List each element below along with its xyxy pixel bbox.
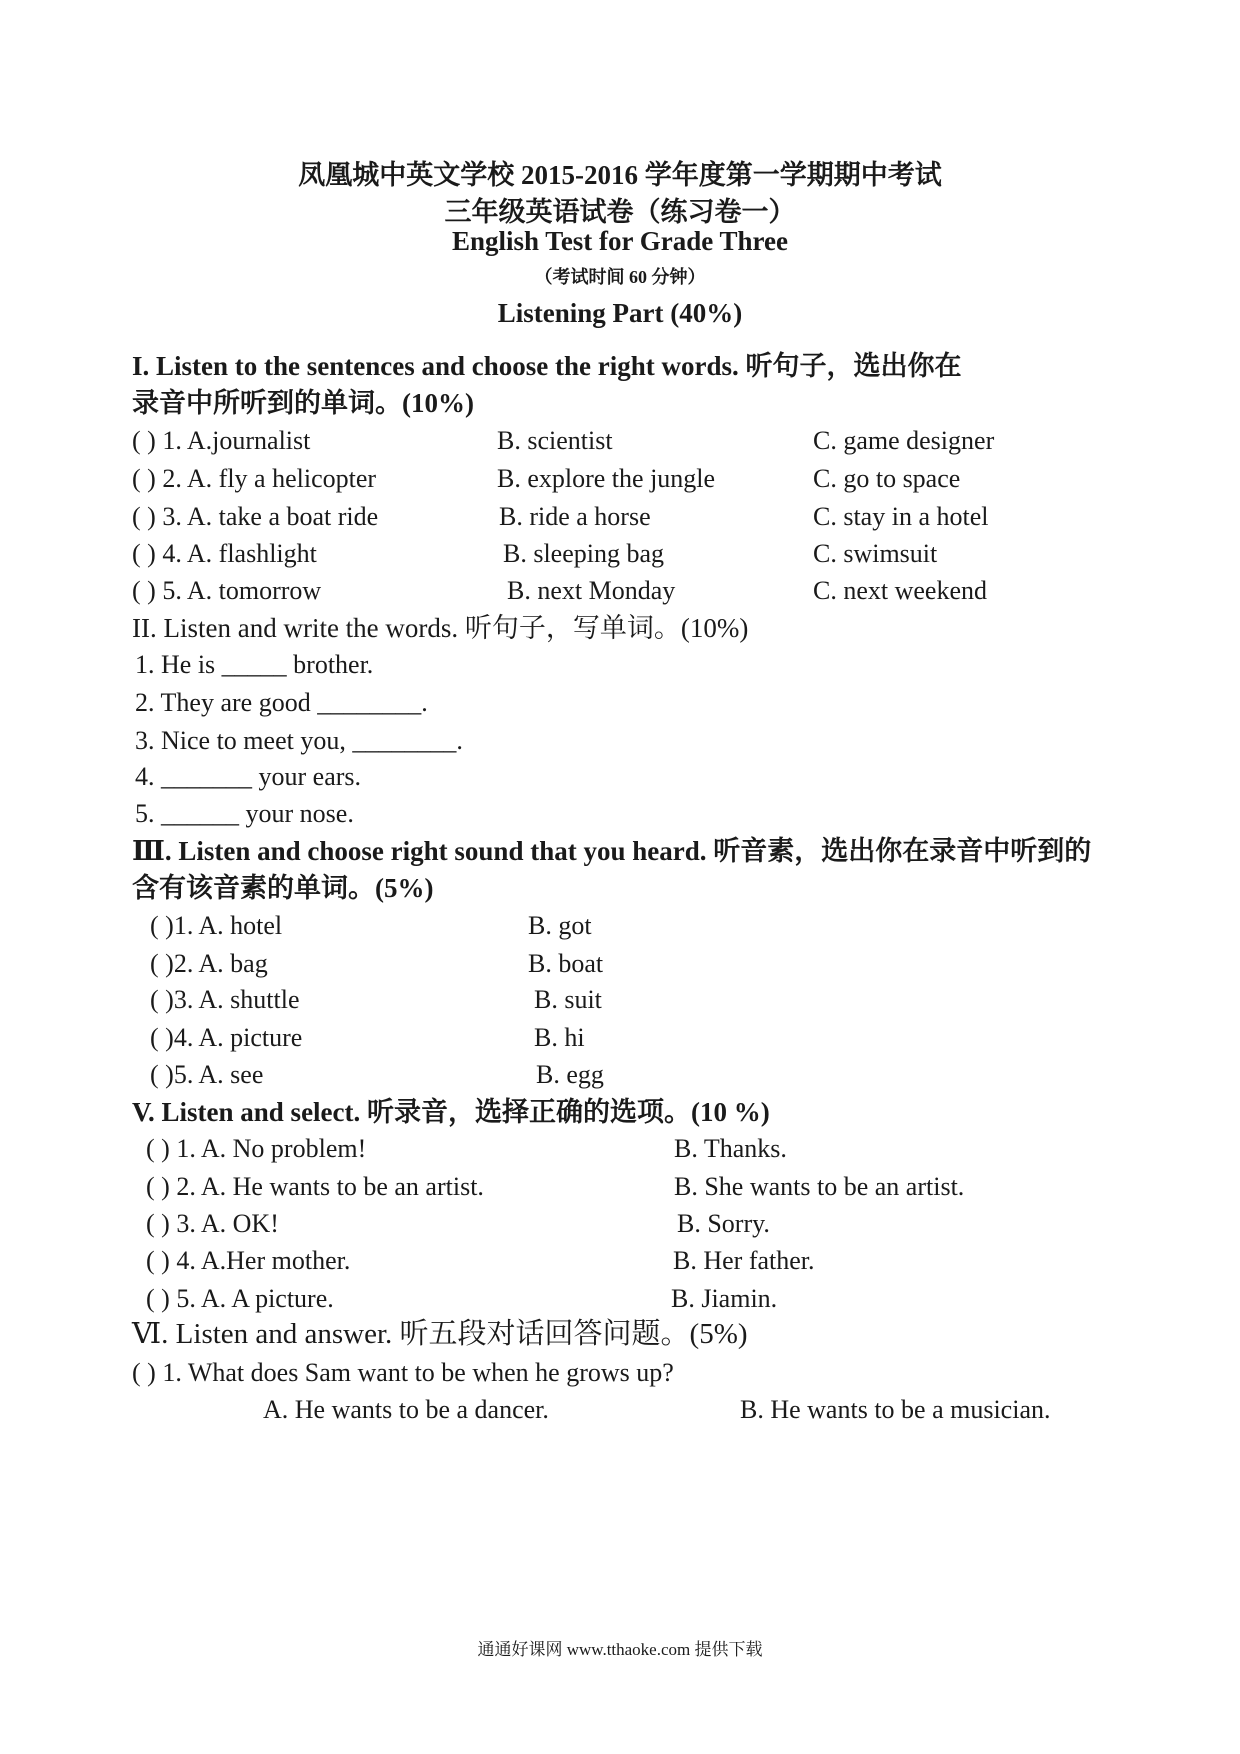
- question-stem: ( ) 5. A. tomorrow: [132, 576, 322, 605]
- option-b: B. Jiamin.: [671, 1284, 778, 1313]
- question-stem: ( ) 3. A. take a boat ride: [132, 502, 379, 531]
- option-b: B. boat: [528, 949, 604, 978]
- question-stem: ( ) 3. A. OK!: [146, 1209, 279, 1238]
- time-note: （考试时间 60 分钟）: [534, 267, 706, 287]
- section1-title-line1: I. Listen to the sentences and choose the right words. 听句子，选出你在: [132, 351, 962, 381]
- question-stem: ( )5. A. see: [150, 1060, 264, 1089]
- fill-in-item: 1. He is _____ brother.: [135, 650, 374, 679]
- option-b: B. Sorry.: [677, 1209, 770, 1238]
- option-b: B. Her father.: [673, 1246, 815, 1275]
- fill-in-item: 5. ______ your nose.: [135, 799, 354, 828]
- section2-title: II. Listen and write the words. 听句子，写单词。(10%): [132, 613, 749, 643]
- section3-title-line2: 含有该音素的单词。(5%): [132, 873, 434, 903]
- option-b: B. next Monday: [507, 576, 676, 605]
- question-stem: ( )1. A. hotel: [150, 911, 283, 940]
- option-b: B. He wants to be a musician.: [740, 1395, 1051, 1424]
- section6-title: Ⅵ. Listen and answer. 听五段对话回答问题。(5%): [132, 1318, 748, 1350]
- school-line: 凤凰城中英文学校 2015-2016 学年度第一学期期中考试: [298, 160, 942, 190]
- question-stem: ( ) 2. A. fly a helicopter: [132, 464, 377, 493]
- question-stem: ( )3. A. shuttle: [150, 985, 300, 1014]
- section3-title-line1: Ⅲ. Listen and choose right sound that you heard. 听音素，选出你在录音中听到的: [132, 836, 1092, 866]
- question-stem: ( )2. A. bag: [150, 949, 268, 978]
- fill-in-item: 3. Nice to meet you, ________.: [135, 726, 463, 755]
- section5-title: V. Listen and select. 听录音，选择正确的选项。(10 %): [132, 1097, 770, 1127]
- footer-credit: 通通好课网 www.tthaoke.com 提供下载: [477, 1640, 763, 1659]
- option-c: C. next weekend: [813, 576, 988, 605]
- question-stem: ( ) 4. A. flashlight: [132, 539, 317, 568]
- question-stem: ( )4. A. picture: [150, 1023, 303, 1052]
- option-b: B. explore the jungle: [497, 464, 716, 493]
- option-b: B. scientist: [497, 426, 613, 455]
- option-b: B. sleeping bag: [503, 539, 665, 568]
- option-c: C. swimsuit: [813, 539, 938, 568]
- option-b: B. Thanks.: [674, 1134, 787, 1163]
- paper-line: 三年级英语试卷（练习卷一）: [444, 197, 796, 227]
- section6-question: ( ) 1. What does Sam want to be when he grows up?: [132, 1358, 674, 1387]
- option-b: B. hi: [534, 1023, 585, 1052]
- option-b: B. suit: [534, 985, 602, 1014]
- fill-in-item: 4. _______ your ears.: [135, 762, 362, 791]
- option-b: B. egg: [536, 1060, 604, 1089]
- question-stem: ( ) 5. A. A picture.: [146, 1284, 334, 1313]
- question-stem: ( ) 1. A.journalist: [132, 426, 311, 455]
- part-title: Listening Part (40%): [497, 298, 743, 328]
- option-b: B. She wants to be an artist.: [674, 1172, 965, 1201]
- question-stem: ( ) 4. A.Her mother.: [146, 1246, 351, 1275]
- option-c: C. go to space: [813, 464, 961, 493]
- fill-in-item: 2. They are good ________.: [135, 688, 428, 717]
- option-b: B. ride a horse: [499, 502, 651, 531]
- option-c: C. game designer: [813, 426, 995, 455]
- question-stem: ( ) 2. A. He wants to be an artist.: [146, 1172, 484, 1201]
- option-c: C. stay in a hotel: [813, 502, 989, 531]
- section1-title-line2: 录音中所听到的单词。(10%): [132, 388, 474, 418]
- option-a: A. He wants to be a dancer.: [263, 1395, 549, 1424]
- option-b: B. got: [528, 911, 592, 940]
- question-stem: ( ) 1. A. No problem!: [146, 1134, 367, 1163]
- english-title: English Test for Grade Three: [451, 226, 789, 256]
